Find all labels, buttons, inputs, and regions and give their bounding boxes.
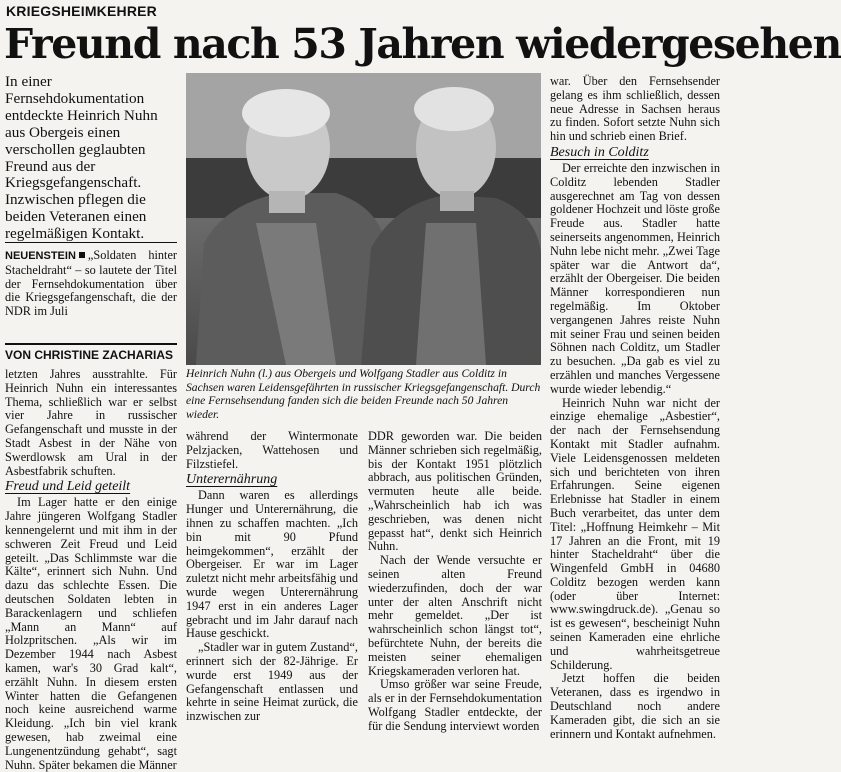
paragraph: DDR geworden war. Die beiden Männer schrieben sich regelmäßig, bis der Kontakt 1951 plötzlich abbrach, aus politischen Gründen, vermuten heute alle beide. „Wahrscheinlich hab ich was geschrieben, was denen nicht gepasst hat“, denkt sich Heinrich Nuhn. [368, 429, 542, 554]
column-1 [5, 368, 177, 772]
lead-paragraph [5, 74, 178, 243]
photo-two-veterans [186, 73, 541, 365]
paragraph: während der Wintermonate Pelzjacken, Wattehosen und Filzstiefel. [186, 429, 358, 471]
intro-text: „Soldaten hinter Stacheldraht“ – so lautete der Titel der Fernsehdokumentation über die Kriegsgefangenschaft, die der NDR im Juli [5, 248, 177, 319]
column-2 [186, 430, 358, 724]
subhead-unterernaehrung: Unterernährung [186, 472, 278, 488]
column-3 [368, 430, 542, 734]
divider [5, 242, 177, 243]
column-4 [550, 75, 720, 741]
paragraph: Dann waren es allerdings Hunger und Unterernährung, die ihnen zu schaffen machten. „Ich bin mit 90 Pfund heimgekommen“, erzählt der Obergeiser. Er war im Lager zuletzt nicht mehr arbeitsfähig und wurde wegen Unterernährung 1947 erst in ein anderes Lager gebracht und im Jahr darauf nach Hause geschickt. [186, 488, 358, 641]
author-line: VON CHRISTINE ZACHARIAS [5, 348, 174, 362]
photo-caption: Heinrich Nuhn (l.) aus Obergeis und Wolfgang Stadler aus Colditz in Sachsen waren Leidensgefährten in russischer Kriegsgefangenschaft. Durch eine Fernsehsendung fanden sich die beiden Freunde nach 50 Jahren wieder. [186, 367, 541, 421]
paragraph: „Stadler war in gutem Zustand“, erinnert sich der 82-Jährige. Er wurde erst 1949 aus der Gefangenschaft entlassen und kehrte in seine Heimat zurück, die inzwischen zur [186, 640, 358, 724]
column-1-intro [5, 249, 177, 319]
paragraph: Nach der Wende versuchte er seinen alten Freund wiederzufinden, doch der war unter der alten Anschrift nicht mehr gemeldet. „Der ist wahrscheinlich schon längst tot“, befürchtete Nuhn, der bereits die meisten seiner ehemaligen Kriegskameraden verloren hat. [368, 553, 542, 678]
paragraph: war. Über den Fernsehsender gelang es ihm schließlich, dessen neue Adresse in Sachsen heraus zu finden. Sofort setzte Nuhn sich hin und schrieb einen Brief. [550, 74, 720, 144]
kicker: KRIEGSHEIMKEHRER [6, 3, 157, 19]
square-bullet-icon [79, 252, 85, 258]
paragraph: letzten Jahres ausstrahlte. Für Heinrich Nuhn ein interessantes Thema, schließlich war er selbst vier Jahre in russischer Gefangenschaft und musste in der Stadt Asbest in der Nähe von Swerdlowsk am Ural in der Asbestfabrik schuften. [5, 367, 177, 478]
paragraph: Im Lager hatte er den einige Jahre jüngeren Wolfgang Stadler kennengelernt und mit ihm in der schweren Zeit Freud und Leid geteilt. „Das Schlimmste war die Kälte“, erinnert sich Nuhn. Und dazu das schlechte Essen. Die deutschen Soldaten lebten in Barackenlagern und schliefen „Mann an Mann“ auf Holzpritschen. „Als wir im Dezember 1944 nach Asbest kamen, war's 30 Grad kalt“, erzählt Nuhn. In diesem ersten Winter hatten die Gefangenen noch keine ausreichend warme Kleidung. „Ich bin viel krank gewesen, hab zweimal eine Lungenentzündung gehabt“, sagt Nuhn. Später bekamen die Männer [5, 495, 177, 772]
paragraph: Umso größer war seine Freude, als er in der Fernsehdokumentation Wolfgang Stadler entdeckte, der für die Sendung interviewt worden [368, 677, 542, 733]
dateline: NEUENSTEIN [5, 250, 76, 262]
paragraph: Der erreichte den inzwischen in Colditz lebenden Stadler ausgerechnet am Tag von dessen goldener Hochzeit und löste große Freude aus. Stadler hatte seinerseits angenommen, Heinrich Nuhn lebe nicht mehr. „Zwei Tage später war die Antwort da“, erzählt der Obergeiser. Die beiden Männer korrespondieren nun regelmäßig. Im Oktober vergangenen Jahres reiste Nuhn mit seiner Frau und seinen beiden Söhnen nach Colditz, um Stadler zu besuchen. „Da gab es viel zu erzählen und manches Vergessene wurde wieder lebendig.“ [550, 160, 720, 396]
lead-text: In einer Fernsehdokumentation entdeckte Heinrich Nuhn aus Obergeis einen verschollen geglaubten Freund aus der Kriegsgefangenschaft. Inzwischen pflegen die beiden Veteranen einen regelmäßigen Kontakt. [5, 73, 158, 243]
photo-illustration [186, 73, 541, 365]
headline: Freund nach 53 Jahren wiedergesehen [4, 20, 841, 68]
subhead-besuch-in-colditz: Besuch in Colditz [550, 144, 649, 160]
subhead-freud-und-leid: Freud und Leid geteilt [5, 479, 131, 495]
paragraph: Jetzt hoffen die beiden Veteranen, dass es irgendwo in Deutschland noch andere Kameraden gibt, die sich an sie erinnern und Kontakt aufnehmen. [550, 671, 720, 741]
divider [5, 343, 177, 345]
paragraph: Heinrich Nuhn war nicht der einzige ehemalige „Asbestier“, der nach der Fernsehsendung Kontakt mit Stadler aufnahm. Viele Leidensgenossen meldeten sich und berichteten von ihren Erfahrungen. Seine eigenen Erlebnisse hat Stadler in einem Buch verarbeitet, das unter dem Titel: „Hoffnung Heimkehr – Mit 17 Jahren an die Front, mit 19 hinter Stacheldraht“ über die Wingenfeld GmbH in 04680 Colditz bezogen werden kann (oder über Internet: www.swingdruck.de). „Genau so ist es gewesen“, bescheinigt Nuhn seinen Kameraden eine ehrliche und wahrheitsgetreue Schilderung. [550, 395, 720, 672]
